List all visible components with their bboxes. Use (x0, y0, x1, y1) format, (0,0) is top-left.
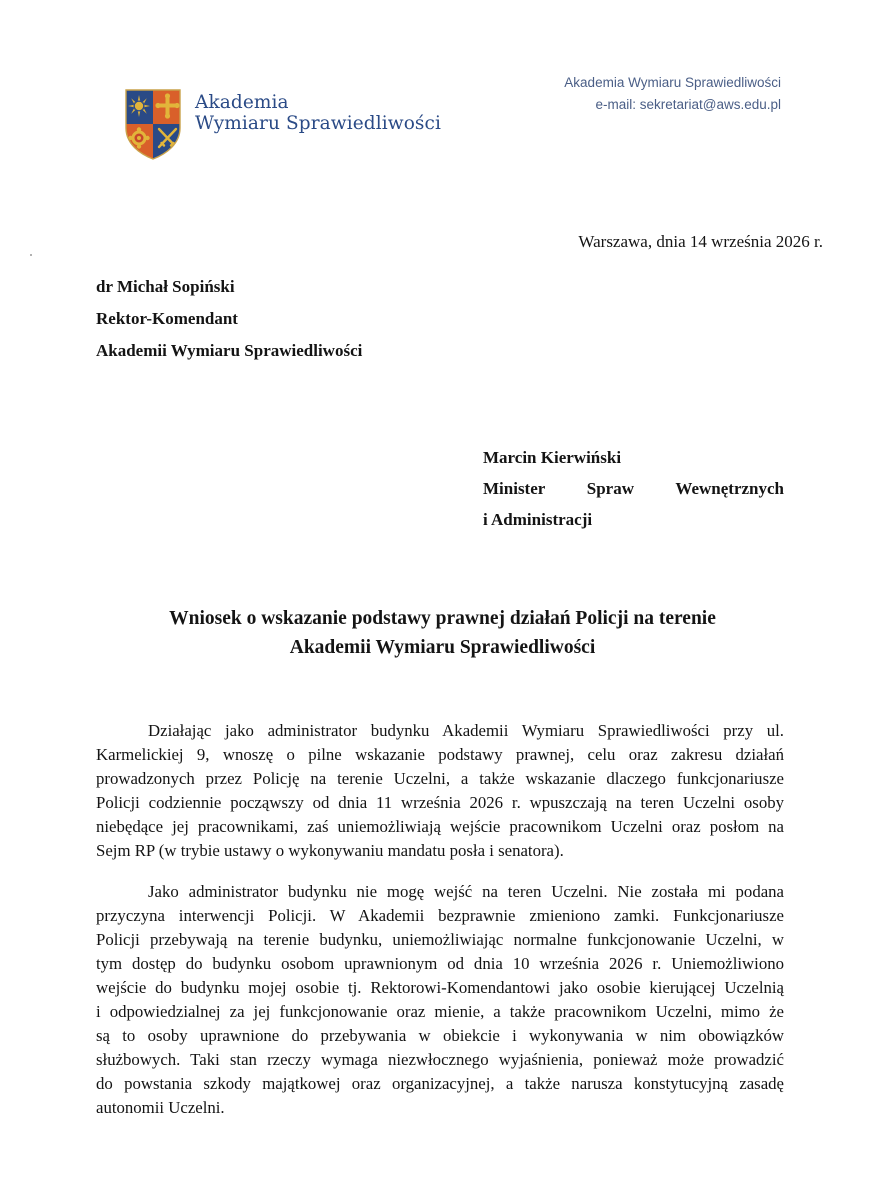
subject-line-1: Wniosek o wskazanie podstawy prawnej działań Policji na terenie (169, 608, 716, 629)
letter-body (96, 719, 784, 1120)
addressee-name: Marcin Kierwiński (483, 448, 622, 467)
institution-logo (124, 86, 441, 160)
addressee-role-line-1 (483, 473, 784, 504)
body-line: autonomii Uczelni. (96, 1098, 225, 1117)
letter-subject (96, 604, 789, 662)
coat-of-arms-icon (124, 88, 182, 160)
margin-dot (30, 254, 32, 256)
addressee-role-word: Minister (483, 479, 546, 498)
body-line: przyczyna interwencji Policji. W Akademii bezprawnie zmieniono zamki. Funkcjonariusze (96, 906, 784, 925)
body-line: Sejm RP (w trybie ustawy o wykonywaniu mandatu posła i senatora). (96, 841, 564, 860)
contact-email: e-mail: sekretariat@aws.edu.pl (595, 97, 781, 112)
body-paragraph-1 (96, 719, 784, 863)
body-line: są to osoby uprawnione do przebywania w obiekcie i wykonywania w nim obowiązków (96, 1026, 784, 1045)
logo-line-2: Wymiaru Sprawiedliwości (195, 113, 441, 134)
body-line: i odpowiedzialnej za jej funkcjonowanie oraz mienie, a także pracownikom Uczelni, mimo że (96, 1002, 784, 1021)
body-line: niebędące jej pracownikami, zaś uniemożliwiają wejście pracownikom Uczelni oraz posłom na (96, 817, 784, 836)
addressee-role-line-2: i Administracji (483, 510, 593, 529)
body-paragraph-2 (96, 880, 784, 1120)
subject-line-2: Akademii Wymiaru Sprawiedliwości (289, 637, 596, 658)
sender-institution: Akademii Wymiaru Sprawiedliwości (96, 341, 363, 360)
letter-date: Warszawa, dnia 14 września 2026 r. (578, 232, 823, 251)
logo-line-1: Akademia (195, 92, 289, 113)
body-line: Policji przebywają na terenie budynku, uniemożliwiając normalne funkcjonowanie Uczelni, w (96, 930, 784, 949)
sender-name: dr Michał Sopiński (96, 277, 235, 296)
addressee-role-word: Spraw (586, 479, 634, 498)
sender-block (96, 271, 362, 367)
body-line: Jako administrator budynku nie mogę wejść na teren Uczelni. Nie została mi podana (148, 882, 784, 901)
body-line: Działając jako administrator budynku Akademii Wymiaru Sprawiedliwości przy ul. (148, 721, 784, 740)
addressee-role-word: Wewnętrznych (675, 479, 784, 498)
logo-wordmark (195, 92, 441, 134)
sender-title: Rektor-Komendant (96, 309, 238, 328)
contact-institution: Akademia Wymiaru Sprawiedliwości (564, 75, 781, 90)
body-line: do powstania szkody majątkowej oraz organizacyjnej, a także narusza konstytucyjną zasadę (96, 1074, 784, 1093)
addressee-block (483, 442, 784, 535)
body-line: wejście do budynku mojej osobie tj. Rektorowi-Komendantowi jako osobie kierującej Uczelnią (96, 978, 784, 997)
letterhead-contact (564, 72, 781, 116)
body-line: tym dostęp do budynku osobom uprawnionym od dnia 10 września 2026 r. Uniemożliwiono (96, 954, 784, 973)
body-line: Karmelickiej 9, wnoszę o pilne wskazanie podstawy prawnej, celu oraz zakresu działań (96, 745, 784, 764)
body-line: Policji codziennie począwszy od dnia 11 września 2026 r. wpuszczają na teren Uczelni osoby (96, 793, 784, 812)
body-line: prowadzonych przez Policję na terenie Uczelni, a także wskazanie dlaczego funkcjonariusze (96, 769, 784, 788)
body-line: służbowych. Taki stan rzeczy wymaga niezwłocznego wyjaśnienia, ponieważ może prowadzić (96, 1050, 784, 1069)
